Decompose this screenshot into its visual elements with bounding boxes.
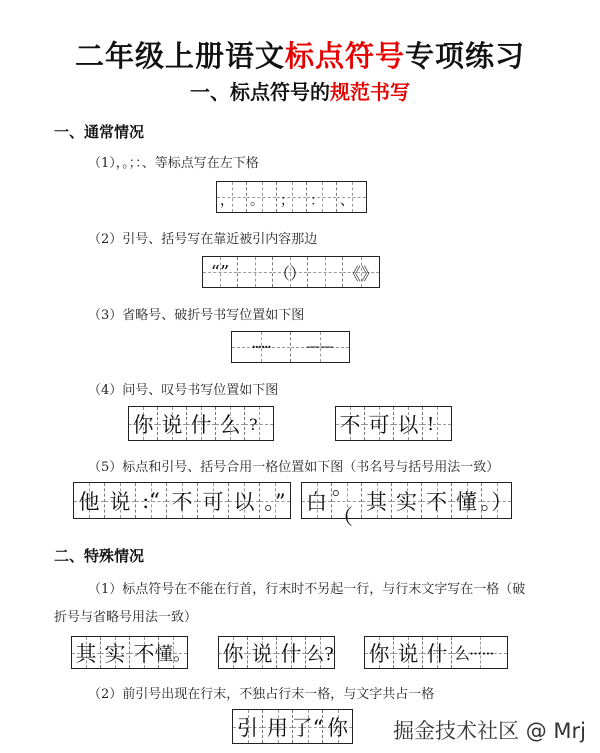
item-text: （5）标点和引号、括号合用一格位置如下图（书名号与括号用法一致） xyxy=(88,460,500,475)
grid-cell: 说 xyxy=(393,637,422,668)
item-text: （4）问号、叹号书写位置如下图 xyxy=(88,383,279,398)
quote-line-end-grid xyxy=(232,709,353,744)
grid-cell: ! xyxy=(422,407,451,440)
grid-cell: 不 xyxy=(421,483,451,518)
grid-cell: 么 xyxy=(215,407,244,440)
grid-cell: 么? xyxy=(305,637,334,668)
grid-cell: —— xyxy=(290,332,349,362)
grid-cell: （） xyxy=(272,257,307,287)
item-text: （2）前引号出现在行末，不独占行末一格，与文字共占一格 xyxy=(88,687,435,702)
grid-cell: 以 xyxy=(228,483,259,518)
combined-grid-1 xyxy=(73,482,291,519)
grid-cell: 说 xyxy=(104,483,135,518)
grid-cell: 你 xyxy=(129,407,157,440)
line-end-grid-2 xyxy=(218,636,335,669)
grid-cell: 用 xyxy=(262,710,292,743)
quote-grid xyxy=(202,256,380,288)
grid-cell: 可 xyxy=(364,407,393,440)
grid-cell: 你 xyxy=(322,710,352,743)
grid-cell: 以 xyxy=(393,407,422,440)
section-heading-general: 一、通常情况 xyxy=(54,123,145,141)
item-text: （1），。；：、等标点写在左下格 xyxy=(88,156,259,171)
subtitle-part1: 一、标点符号的 xyxy=(190,80,330,104)
item-text: （3）省略号、破折号书写位置如下图 xyxy=(88,308,305,323)
grid-cell: ； xyxy=(276,182,306,212)
line-end-grid-1 xyxy=(71,636,191,669)
grid-cell: 不 xyxy=(166,483,197,518)
combined-grid-2 xyxy=(301,474,513,529)
grid-cell: 什 xyxy=(422,637,451,668)
punct-grid-1 xyxy=(216,181,367,213)
grid-cell: 不 xyxy=(129,637,158,668)
grid-cell: 你 xyxy=(365,637,393,668)
grid-cell xyxy=(307,257,342,287)
grid-cell: 说 xyxy=(247,637,276,668)
grid-cell: 懂 xyxy=(451,483,481,518)
title-highlight: 标点符号 xyxy=(284,39,405,73)
grid-cell: :“ xyxy=(135,483,166,518)
grid-cell: 。） xyxy=(481,483,511,518)
grid-cell: 什 xyxy=(186,407,215,440)
grid-cell: 不 xyxy=(336,407,364,440)
grid-cell: 他 xyxy=(74,483,104,518)
grid-cell: ， xyxy=(217,182,246,212)
grid-cell: 你 xyxy=(219,637,247,668)
grid-cell: 、 xyxy=(336,182,366,212)
grid-cell: 《》 xyxy=(342,257,379,287)
item-text: 折号与省略号用法一致） xyxy=(54,610,198,625)
subtitle-highlight: 规范书写 xyxy=(330,80,410,104)
grid-cell: 白 xyxy=(302,483,331,518)
grid-cell: 懂。 xyxy=(158,637,187,668)
ellipsis-dash-grid xyxy=(231,331,350,363)
grid-cell: 其 xyxy=(72,637,100,668)
grid-cell: 。” xyxy=(259,483,290,518)
grid-cell: 。 xyxy=(246,182,276,212)
grid-cell: ······ xyxy=(232,332,290,362)
watermark: 掘金技术社区 @ Mrj xyxy=(393,719,586,743)
grid-cell: 其 xyxy=(361,483,391,518)
grid-cell: 说 xyxy=(157,407,186,440)
grid-cell: 什 xyxy=(276,637,305,668)
grid-cell: 。（ xyxy=(331,483,361,518)
grid-cell: 么······ xyxy=(451,637,507,668)
page-title xyxy=(0,34,600,75)
item-text: （2）引号、括号写在靠近被引内容那边 xyxy=(88,232,318,247)
grid-cell: ? xyxy=(244,407,273,440)
grid-cell: 实 xyxy=(391,483,421,518)
item-text: （1）标点符号在不能在行首，行末时不另起一行，与行末文字写在一格（破 xyxy=(88,582,526,597)
exclaim-grid xyxy=(335,406,452,441)
grid-cell xyxy=(237,257,272,287)
title-part1: 二年级上册语文 xyxy=(74,39,285,73)
line-end-grid-3 xyxy=(364,636,508,669)
grid-cell: 可 xyxy=(197,483,228,518)
grid-cell: 了“ xyxy=(292,710,322,743)
section-heading-special: 二、特殊情况 xyxy=(54,547,145,565)
grid-cell: “” xyxy=(203,257,237,287)
grid-cell: 实 xyxy=(100,637,129,668)
grid-cell: ： xyxy=(306,182,336,212)
grid-cell: 引 xyxy=(233,710,262,743)
page-subtitle xyxy=(0,76,600,105)
title-part3: 专项练习 xyxy=(405,39,526,73)
question-grid xyxy=(128,406,274,441)
